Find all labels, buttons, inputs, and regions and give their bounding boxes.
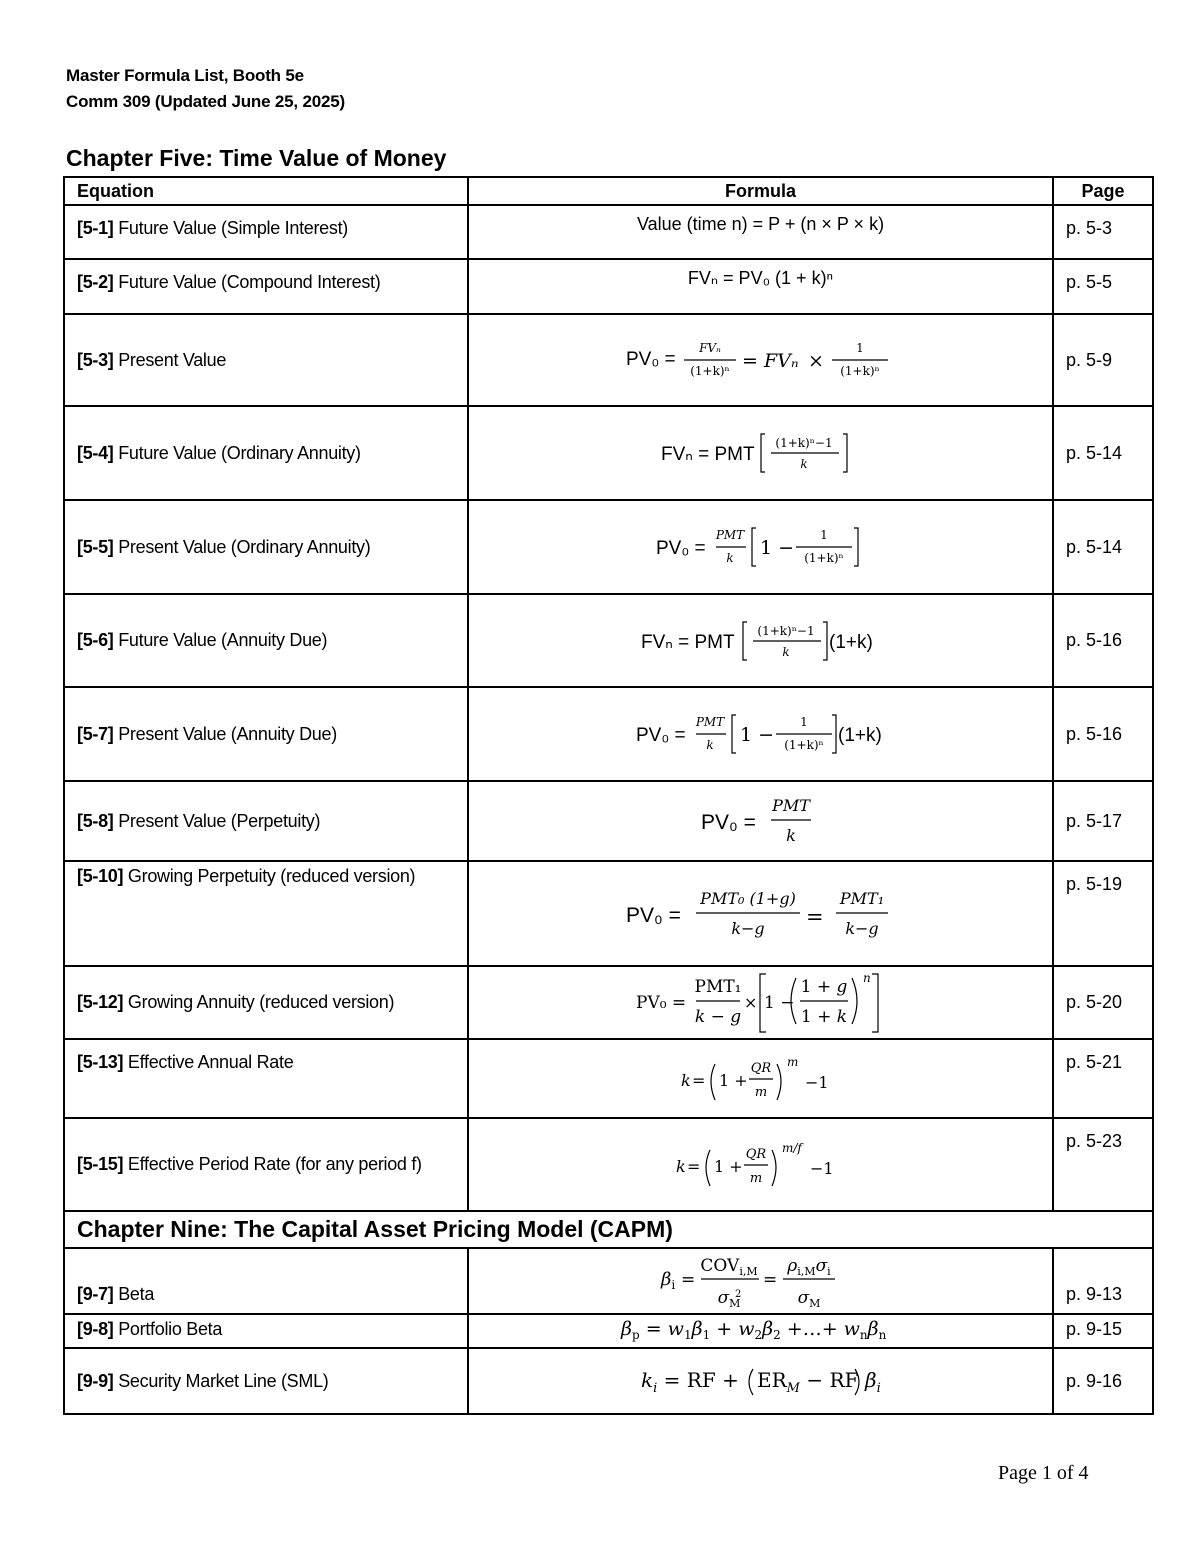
svg-text:k: k [675,1156,686,1176]
pv-perpetuity-formula [701,793,821,849]
equation-cell [64,1314,468,1348]
equation-cell [64,205,468,259]
svg-text:βi: $\beta_i$ [864,1368,881,1396]
svg-text:k: k [705,738,714,752]
formula-cell [468,1348,1053,1414]
svg-text:QR: QR [745,1146,766,1162]
svg-text:m: m [786,1054,798,1069]
beta-formula [661,1251,861,1311]
chapter-nine-title-row [64,1211,1153,1248]
table-row [64,205,1153,259]
svg-text:COVi,M: $COV_{i,M}$ [699,1256,758,1278]
equation-cell [64,594,468,687]
fv-ordinary-annuity-formula [661,428,861,478]
svg-text:=: = [805,904,824,929]
formula-cell [468,259,1053,314]
svg-text:1: 1 [855,341,864,355]
equation-cell [64,500,468,594]
svg-text:ρi,Mσi: $\rho_{i,M}\sigma_i$ [786,1256,831,1278]
svg-text:PV₀ =: PV₀ = [625,903,681,927]
formula-cell [468,966,1053,1039]
table-row [64,259,1153,314]
svg-text:PMT: PMT [695,715,724,729]
equation-label: Future Value (Annuity Due) [113,630,328,650]
equation-number: [5-15] [77,1154,124,1174]
equation-number: [5-3] [77,349,114,370]
formula-cell [468,687,1053,781]
svg-text:FVₙ = PMT: FVₙ = PMT [660,444,755,465]
svg-text:=: = [680,1270,695,1290]
svg-text:2: 2 [734,1289,741,1300]
equation-label: Present Value (Ordinary Annuity) [113,536,371,557]
svg-text:1 +: 1 + [713,1156,743,1176]
svg-text:=: = [686,1156,700,1176]
page-cell: p. 5-21 [1053,1039,1153,1118]
table-row [64,861,1153,966]
svg-text:PV₀ =: PV₀ = [625,349,676,370]
growing-perpetuity-formula [626,884,896,944]
formula-table [63,176,1154,1415]
equation-cell [64,966,468,1039]
equation-number: [5-8] [77,810,114,831]
formula-cell [468,781,1053,861]
formula-cell [468,594,1053,687]
formula-cell [468,1314,1053,1348]
formula-cell [468,1248,1053,1314]
svg-text:(1+k)ⁿ−1: (1+k)ⁿ−1 [774,436,833,450]
svg-text:(1+k): (1+k) [828,631,873,653]
svg-text:k: k [799,457,808,471]
table-header-row [64,177,1153,205]
svg-text:FVₙ = PMT: FVₙ = PMT [640,631,735,653]
page-number: Page 1 of 4 [998,1462,1089,1484]
svg-text:k: k [781,644,790,659]
svg-text:σM: $\sigma_M$ [717,1288,740,1310]
svg-text:(1+k)ⁿ: (1+k)ⁿ [839,364,880,378]
page-cell: p. 5-5 [1053,259,1153,314]
svg-text:PMT: PMT [715,528,744,542]
equation-cell [64,781,468,861]
equation-cell [64,406,468,500]
table-row [64,781,1153,861]
formula-text: Value (time n) = P + (n × P × k) [636,214,885,234]
page-cell: p. 5-23 [1053,1118,1153,1211]
table-row [64,1248,1153,1314]
equation-number: [9-8] [77,1319,114,1339]
page-cell: p. 5-17 [1053,781,1153,861]
svg-text:k: k [725,551,734,565]
svg-text:k: k [785,826,796,845]
svg-text:=: = [691,1070,705,1090]
svg-text:k−g: k−g [844,918,879,938]
page-cell: p. 5-16 [1053,687,1153,781]
formula-cell [468,500,1053,594]
page-cell: p. 9-16 [1053,1348,1153,1414]
equation-label: Future Value (Compound Interest) [113,272,381,292]
svg-text:ki = RF +: $k_i$ = RF + [640,1368,739,1396]
svg-text:1 + k: 1 + k [800,1006,847,1027]
equation-number: [5-10] [77,866,124,886]
table-row [64,687,1153,781]
column-header-page: Page [1053,177,1153,205]
svg-text:=: = [741,350,758,372]
svg-text:σM: $\sigma_M$ [797,1288,820,1310]
equation-cell [64,861,468,966]
page-cell: p. 5-16 [1053,594,1153,687]
effective-annual-rate-formula [681,1052,841,1106]
svg-text:βp = w1β1 + w2β2 +…+ wnβn: $\beta_p = w_1\beta_1 + w_2\beta_2$ +…+ $w_n\beta_n$ [620,1318,886,1342]
column-header-equation: Equation [64,177,468,205]
svg-text:(1+k)ⁿ: (1+k)ⁿ [783,738,824,752]
formula-cell [468,1118,1053,1211]
svg-text:×: × [743,992,757,1012]
effective-period-rate-formula [676,1138,846,1192]
svg-text:PMT₁: PMT₁ [839,888,884,908]
table-row [64,500,1153,594]
svg-text:(1+k): (1+k) [837,725,882,746]
formula-text: FVₙ = PV₀ (1 + k)ⁿ [687,268,834,288]
formula-cell [468,406,1053,500]
svg-text:n: n [862,970,871,985]
equation-number: [5-2] [77,272,114,292]
equation-number: [9-9] [77,1370,114,1391]
page-cell: p. 5-9 [1053,314,1153,406]
svg-text:(1+k)ⁿ: (1+k)ⁿ [689,364,730,378]
equation-label: Present Value (Annuity Due) [113,723,337,744]
svg-text:PMT₀ (1+g): PMT₀ (1+g) [699,888,796,908]
equation-label: Future Value (Ordinary Annuity) [113,442,361,463]
equation-label: Security Market Line (SML) [113,1370,329,1391]
chapter-five-title: Chapter Five: Time Value of Money [66,145,447,171]
equation-cell [64,1039,468,1118]
equation-label: Growing Perpetuity (reduced version) [123,866,416,886]
svg-text:k−g: k−g [730,918,765,938]
svg-text:1 −: 1 − [759,537,794,559]
equation-label: Present Value [113,349,227,370]
equation-number: [5-1] [77,218,114,238]
page-cell: p. 5-14 [1053,406,1153,500]
equation-number: [5-13] [77,1052,124,1072]
page-cell: p. 5-14 [1053,500,1153,594]
svg-text:−1: −1 [804,1072,829,1092]
svg-text:k: k [680,1070,691,1090]
table-row [64,1348,1153,1414]
column-header-formula: Formula [468,177,1053,205]
equation-cell [64,314,468,406]
fv-annuity-due-formula [641,616,881,666]
svg-text:ERM − RF: $ER_M$ − RF [756,1368,858,1396]
growing-annuity-formula [636,970,886,1036]
formula-cell [468,1039,1053,1118]
equation-number: [5-5] [77,536,114,557]
page-cell: p. 9-15 [1053,1314,1153,1348]
svg-text:×: × [807,350,824,372]
svg-text:QR: QR [750,1060,771,1076]
svg-text:m/f: m/f [781,1140,802,1155]
page-cell: p. 5-20 [1053,966,1153,1039]
svg-text:m: m [749,1170,762,1186]
formula-cell [468,861,1053,966]
equation-cell [64,687,468,781]
equation-cell [64,1118,468,1211]
page-cell: p. 5-19 [1053,861,1153,966]
svg-text:1: 1 [799,715,808,729]
equation-label: Effective Annual Rate [123,1052,294,1072]
table-row [64,1039,1153,1118]
table-row [64,1118,1153,1211]
table-row [64,966,1153,1039]
equation-label: Portfolio Beta [113,1319,223,1339]
equation-number: [5-6] [77,630,114,650]
page-cell: p. 5-3 [1053,205,1153,259]
svg-text:PV₀ =: PV₀ = [655,538,706,559]
security-market-line-formula [641,1363,881,1399]
equation-number: [5-7] [77,723,114,744]
svg-text:=: = [762,1270,777,1290]
svg-text:1 −: 1 − [739,724,774,746]
document-header-course: Comm 309 (Updated June 25, 2025) [66,92,345,111]
svg-text:PV₀ =: PV₀ = [635,992,686,1013]
svg-text:−1: −1 [809,1158,834,1178]
svg-text:(1+k)ⁿ: (1+k)ⁿ [803,551,844,565]
equation-label: Future Value (Simple Interest) [113,218,348,238]
svg-text:PV₀ =: PV₀ = [635,725,686,746]
formula-cell [468,314,1053,406]
svg-text:1 + g: 1 + g [800,976,847,997]
pv-ordinary-annuity-formula [656,522,866,572]
svg-text:k − g: k − g [694,1006,741,1027]
formula-cell [468,205,1053,259]
portfolio-beta-formula [621,1315,901,1345]
svg-text:1 +: 1 + [718,1070,748,1090]
svg-text:1 −: 1 − [763,992,794,1013]
equation-number: [9-7] [77,1284,114,1304]
pv-annuity-due-formula [636,709,886,759]
table-row [64,314,1153,406]
svg-text:m: m [754,1084,767,1100]
table-row [64,1314,1153,1348]
page-cell: p. 9-13 [1053,1248,1153,1314]
svg-text:(1+k)ⁿ−1: (1+k)ⁿ−1 [756,623,815,638]
chapter-nine-title: Chapter Nine: The Capital Asset Pricing Model (CAPM) [64,1211,1153,1248]
equation-number: [5-12] [77,992,124,1012]
svg-text:FVₙ: FVₙ [763,350,799,372]
svg-text:FVₙ: FVₙ [698,341,721,355]
equation-cell [64,259,468,314]
equation-label: Beta [113,1284,155,1304]
svg-text:βi: $\beta_i$ [660,1269,675,1292]
table-row [64,406,1153,500]
present-value-formula [626,335,896,385]
equation-cell [64,1248,468,1314]
equation-label: Effective Period Rate (for any period f) [123,1154,422,1174]
table-row [64,594,1153,687]
svg-text:1: 1 [819,528,828,542]
equation-label: Present Value (Perpetuity) [113,810,321,831]
svg-text:PMT₁: PMT₁ [694,976,741,997]
svg-text:PV₀ =: PV₀ = [700,811,756,834]
equation-cell [64,1348,468,1414]
document-header-title: Master Formula List, Booth 5e [66,66,304,85]
svg-text:PMT: PMT [771,796,810,815]
equation-label: Growing Annuity (reduced version) [123,992,395,1012]
equation-number: [5-4] [77,442,114,463]
